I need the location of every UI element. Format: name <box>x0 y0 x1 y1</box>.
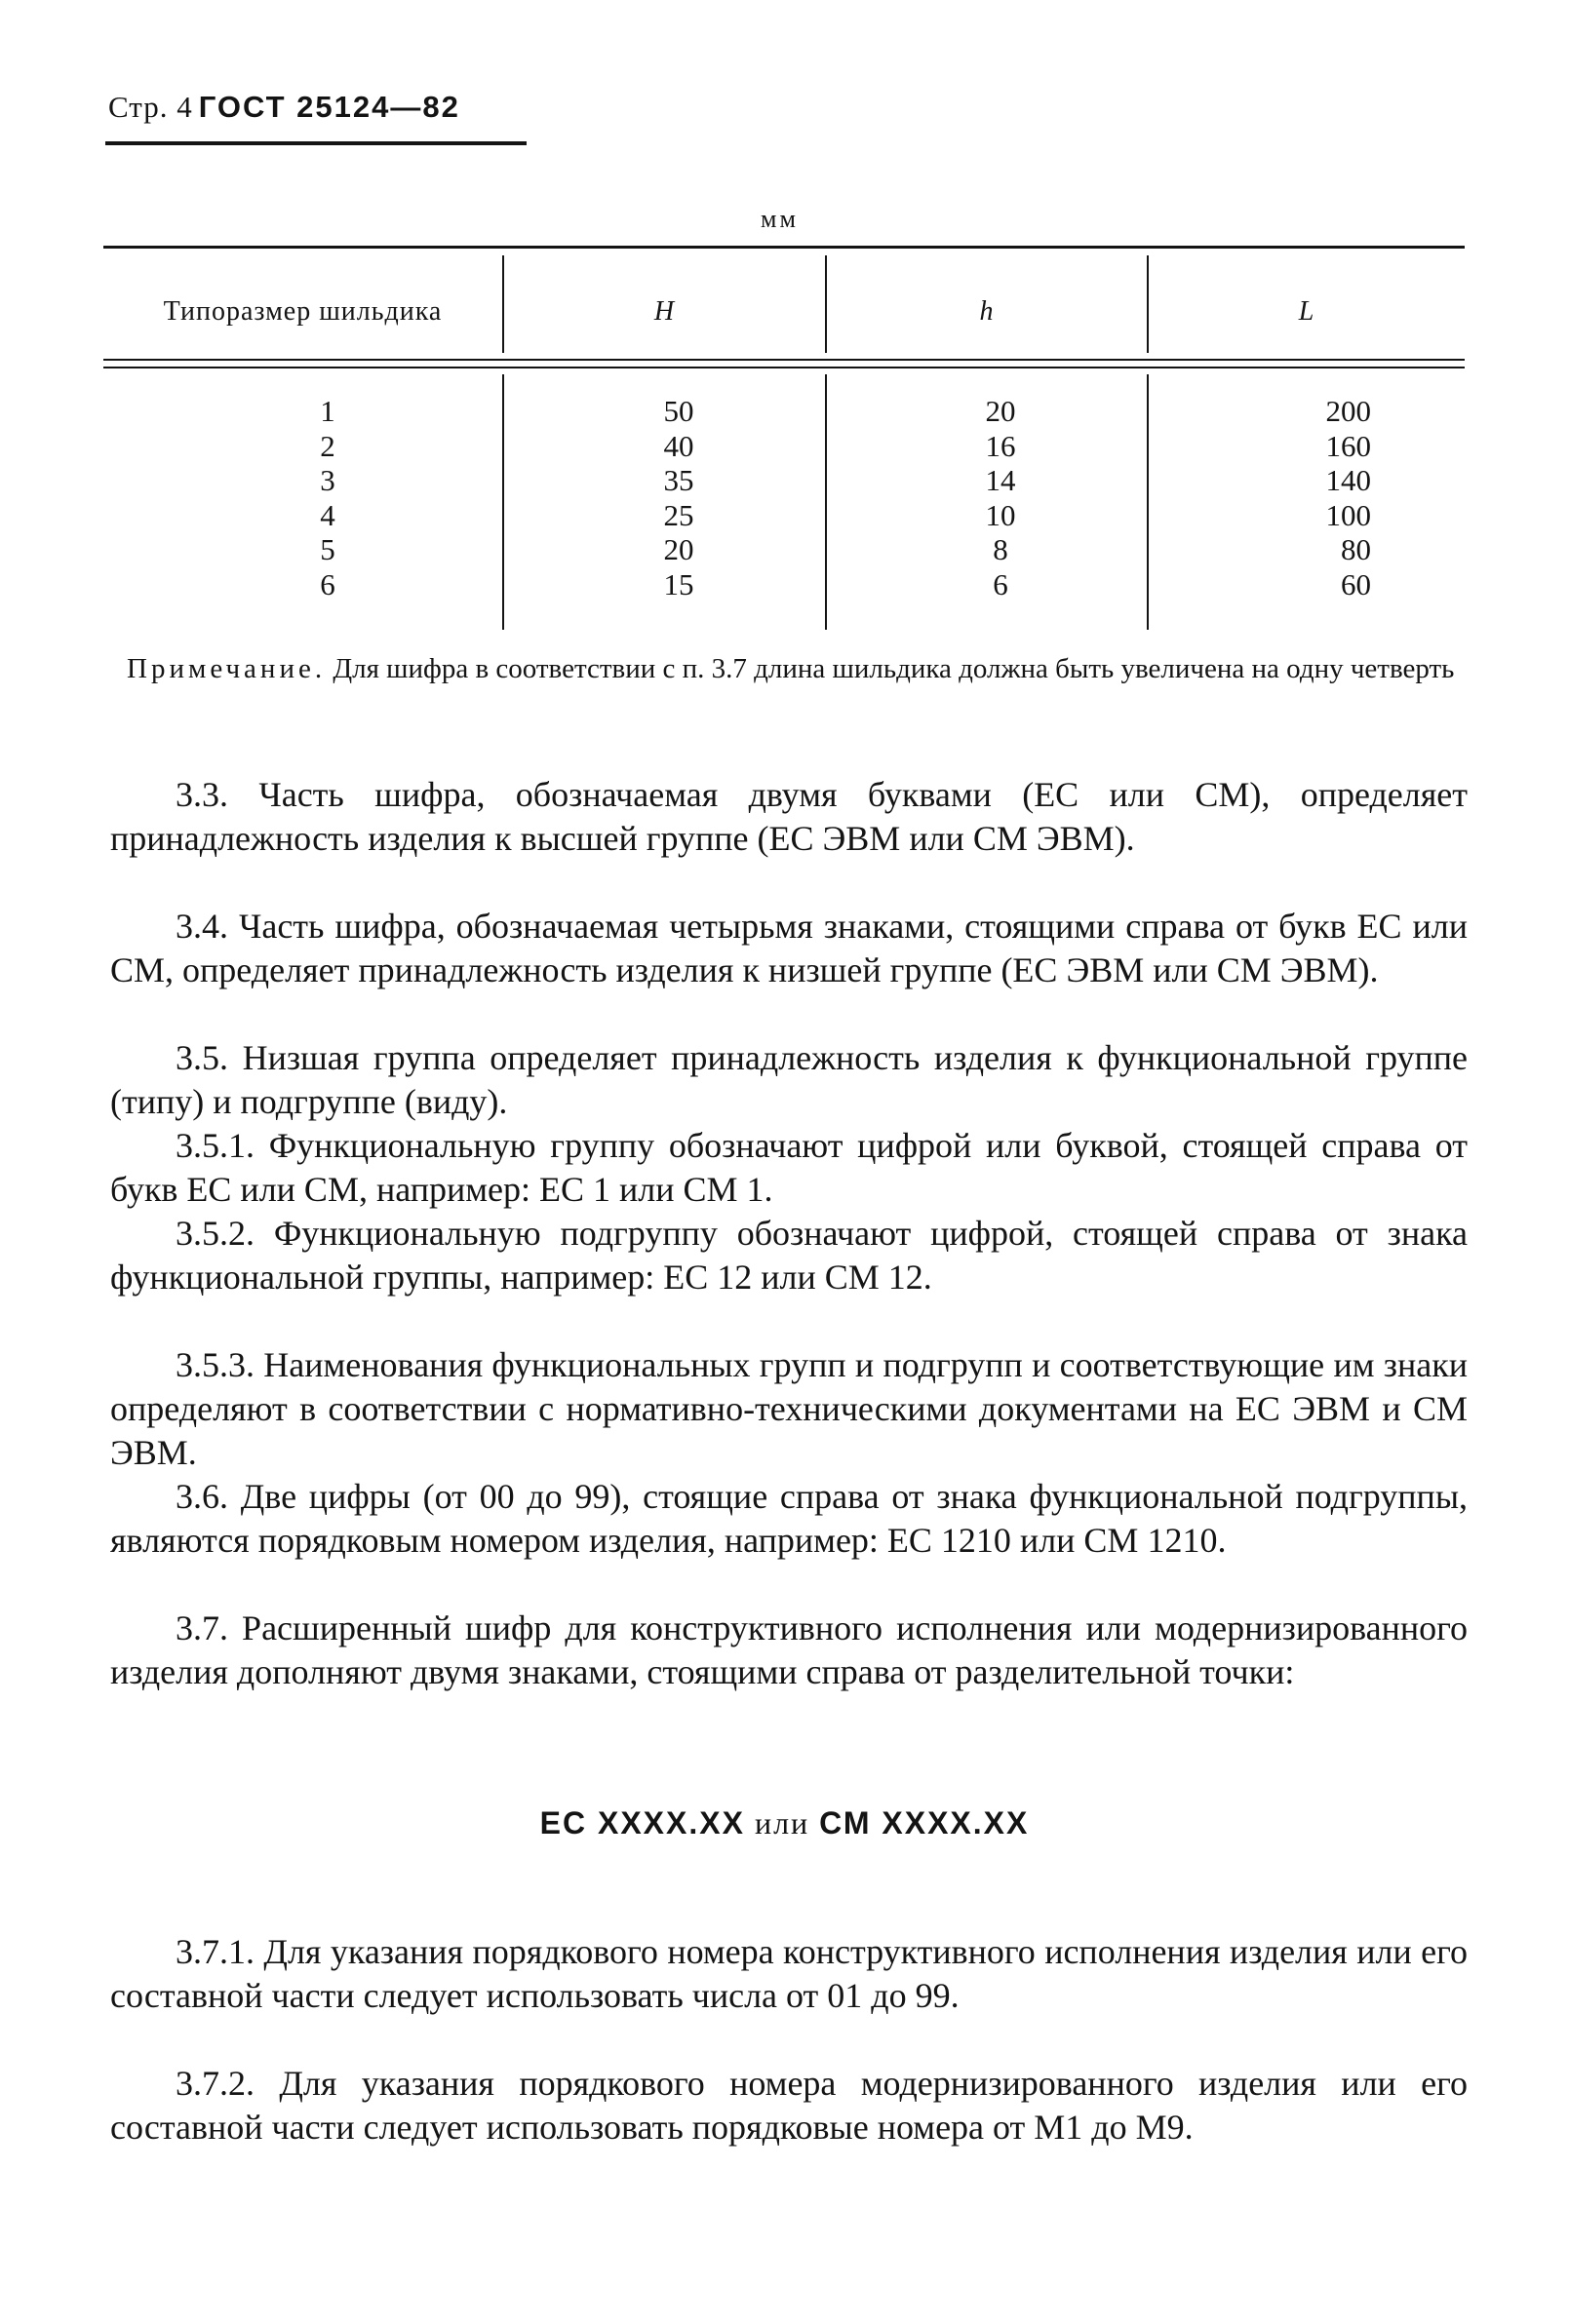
cell-size: 5 <box>320 532 335 566</box>
cell-L: 200 <box>1325 394 1371 428</box>
cell-L: 140 <box>1325 463 1371 497</box>
cell-H: 35 <box>663 463 694 497</box>
paragraph-3-7-2: 3.7.2. Для указания порядкового номера модернизированного изделия или его составной части следует использовать порядковые номера от М1 до М9. <box>110 2064 1468 2147</box>
table-divider <box>825 374 827 630</box>
cell-h: 10 <box>985 497 1016 532</box>
cell-h: 16 <box>985 428 1016 463</box>
cell-size: 6 <box>320 566 335 601</box>
table-divider <box>502 374 504 630</box>
formula-cm: СМ XXXX.XX <box>819 1805 1030 1840</box>
table-header-rule <box>103 359 1465 361</box>
cell-h: 6 <box>993 566 1008 601</box>
table-divider <box>1147 374 1149 630</box>
cell-size: 4 <box>320 497 335 532</box>
cell-size: 1 <box>320 394 335 428</box>
cell-L: 80 <box>1341 532 1371 566</box>
header-rule <box>105 141 527 145</box>
table-header-rule-2 <box>103 367 1465 368</box>
cell-h: 14 <box>985 463 1016 497</box>
header-h: h <box>979 296 995 327</box>
cell-L: 160 <box>1325 428 1371 463</box>
cell-size: 3 <box>320 463 335 497</box>
table-note <box>127 651 1469 687</box>
paragraph-3-5-2: 3.5.2. Функциональную подгруппу обозначают цифрой, стоящей справа от знака функциональной группы, например: ЕС 12 или СМ 12. <box>110 1214 1468 1297</box>
note-text: Для шифра в соответствии с п. 3.7 длина шильдика должна быть увеличена на одну четверть <box>333 653 1455 684</box>
header-L: L <box>1298 296 1315 327</box>
cell-H: 50 <box>663 394 694 428</box>
paragraph-3-3: 3.3. Часть шифра, обозначаемая двумя буквами (ЕС или СМ), определяет принадлежность изделия к высшей группе (ЕС ЭВМ или СМ ЭВМ). <box>110 775 1468 858</box>
paragraph-3-5-1: 3.5.1. Функциональную группу обозначают цифрой или буквой, стоящей справа от букв ЕС или СМ, например: ЕС 1 или СМ 1. <box>110 1126 1468 1209</box>
paragraph-3-4: 3.4. Часть шифра, обозначаемая четырьмя знаками, стоящими справа от букв ЕС или СМ, определяет принадлежность изделия к низшей группе (ЕС ЭВМ или СМ ЭВМ). <box>110 907 1468 989</box>
cell-L: 100 <box>1325 497 1371 532</box>
column-H <box>620 394 737 601</box>
cell-H: 40 <box>663 428 694 463</box>
paragraph-3-5: 3.5. Низшая группа определяет принадлежность изделия к функциональной группе (типу) и подгруппе (виду). <box>110 1038 1468 1121</box>
standard-number: ГОСТ 25124—82 <box>198 90 460 124</box>
page-number: Стр. 4 <box>108 90 193 124</box>
page-header <box>108 90 460 125</box>
column-size <box>279 394 376 601</box>
dimensions-table <box>103 246 1465 636</box>
cipher-formula <box>0 1805 1569 1841</box>
cell-H: 15 <box>663 566 694 601</box>
paragraph-3-7-1: 3.7.1. Для указания порядкового номера конструктивного исполнения изделия или его составной части следует использовать числа от 01 до 99. <box>110 1932 1468 2015</box>
cell-h: 8 <box>993 532 1008 566</box>
header-H: H <box>653 296 676 327</box>
paragraph-3-7: 3.7. Расширенный шифр для конструктивного исполнения или модернизированного изделия дополняют двумя знаками, стоящими справа от разделительной точки: <box>110 1608 1468 1691</box>
cell-H: 20 <box>663 532 694 566</box>
column-h <box>942 394 1059 601</box>
formula-or: или <box>754 1805 810 1840</box>
note-label: Примечание. <box>127 653 327 684</box>
paragraph-3-6: 3.6. Две цифры (от 00 до 99), стоящие справа от знака функциональной подгруппы, являются порядковым номером изделия, например: ЕС 1210 или СМ 1210. <box>110 1477 1468 1560</box>
cell-H: 25 <box>663 497 694 532</box>
table-units: мм <box>761 205 799 233</box>
cell-h: 20 <box>985 394 1016 428</box>
cell-L: 60 <box>1341 566 1371 601</box>
paragraph-3-5-3: 3.5.3. Наименования функциональных групп и подгрупп и соответствующие им знаки определяют в соответствии с нормативно-техническими документами на ЕС ЭВМ и СМ ЭВМ. <box>110 1345 1468 1472</box>
column-L <box>1264 394 1371 601</box>
cell-size: 2 <box>320 428 335 463</box>
header-size: Типоразмер шильдика <box>163 296 443 327</box>
table-top-rule <box>103 246 1465 249</box>
formula-ec: ЕС XXXX.XX <box>539 1805 745 1840</box>
